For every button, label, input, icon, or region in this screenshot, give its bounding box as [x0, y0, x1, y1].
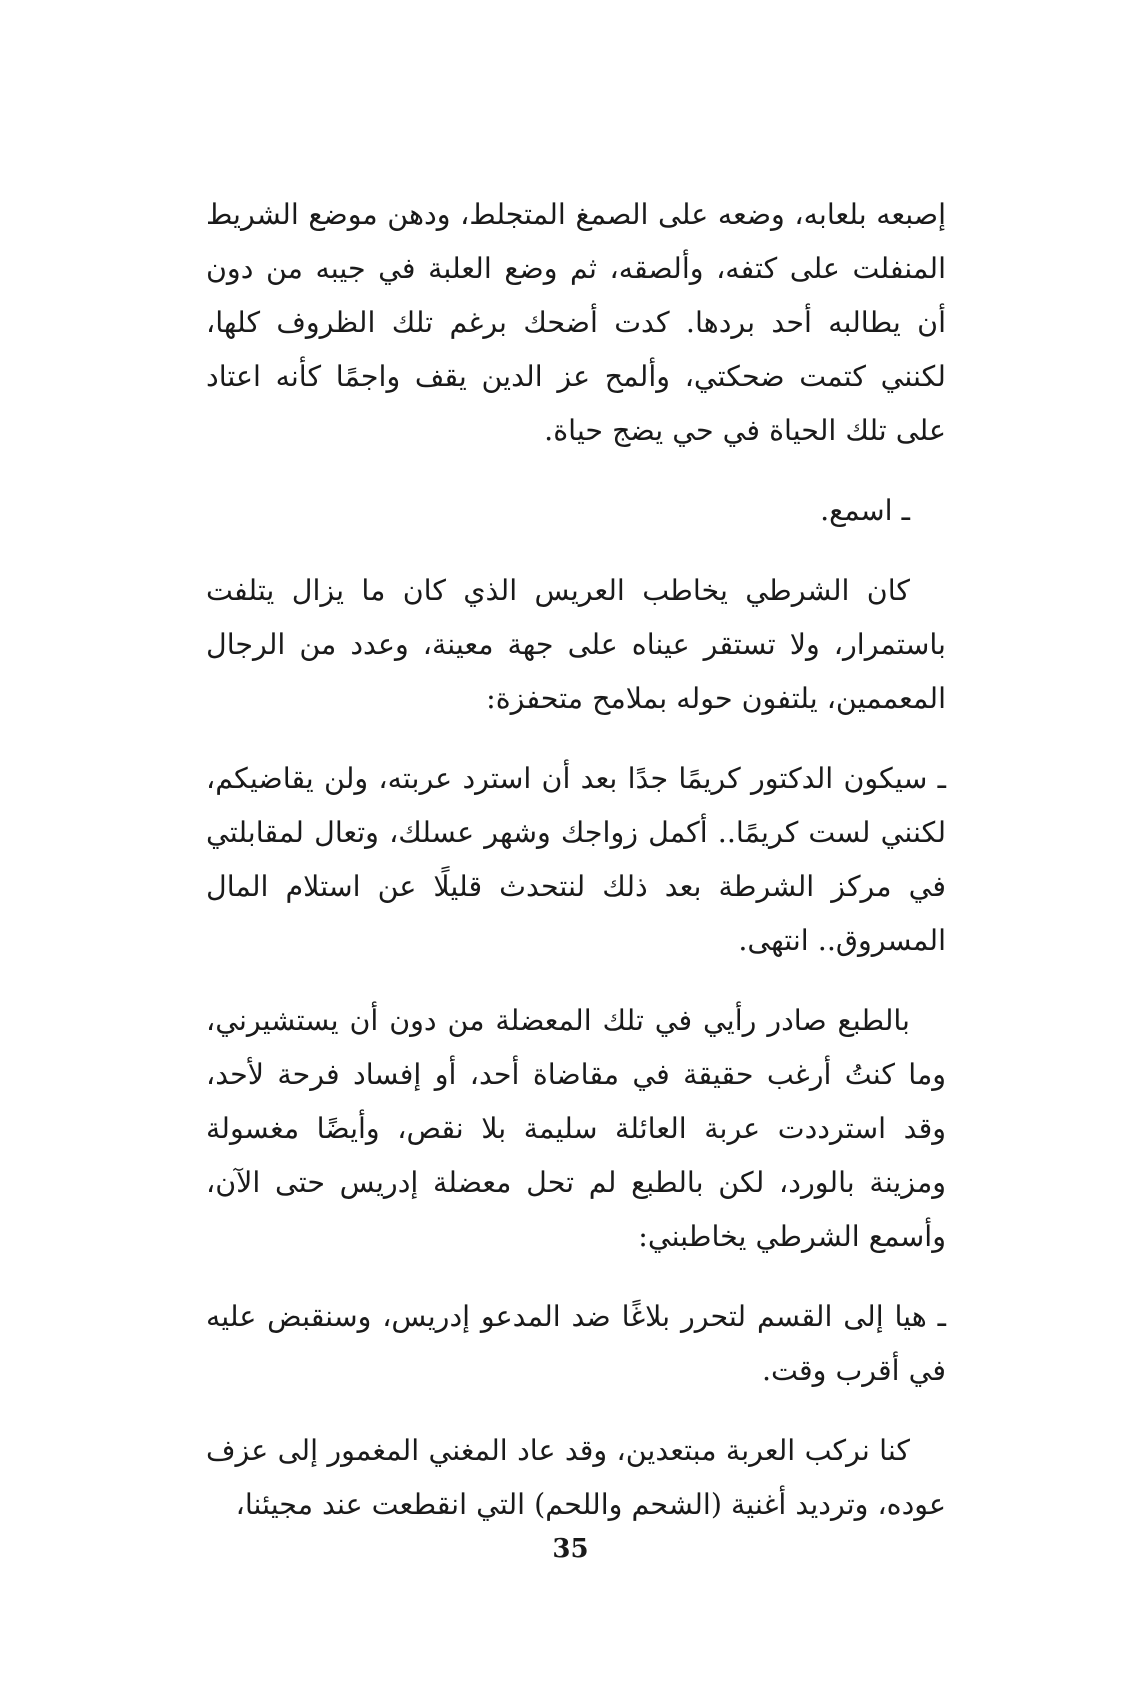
page-number: 35	[552, 1534, 589, 1564]
dialogue-listen: ـ اسمع.	[820, 494, 910, 527]
paragraph-dilemma: بالطبع صادر رأيي في تلك المعضلة من دون أن يستشيرني، وما كنتُ أرغب حقيقة في مقاضاة أحد، أو إفساد فرحة لأحد، وقد استرددت عربة العائلة سليمة بلا نقص، وأيضًا مغسولة ومزينة بالورد، لكن بالطبع لم تحل معضلة إدريس حتى الآن، وأسمع الشرطي يخاطبني:	[206, 1004, 946, 1253]
paragraph-continuation: إصبعه بلعابه، وضعه على الصمغ المتجلط، ودهن موضع الشريط المنفلت على كتفه، وألصقه، ثم وضع العلبة في جيبه من دون أن يطالبه أحد بردها. كدت أضحك برغم تلك الظروف كلها، لكنني كتمت ضحكتي، وألمح عز الدين يقف واجمًا كأنه اعتاد على تلك الحياة في حي يضج حياة.	[206, 198, 946, 447]
paragraph-policeman: كان الشرطي يخاطب العريس الذي كان ما يزال يتلفت باستمرار، ولا تستقر عيناه على جهة معينة، وعدد من الرجال المعممين، يلتفون حوله بملامح متحفزة:	[206, 574, 946, 715]
dialogue-police-station: ـ هيا إلى القسم لتحرر بلاغًا ضد المدعو إدريس، وسنقبض عليه في أقرب وقت.	[206, 1300, 946, 1387]
body-text	[206, 188, 946, 1558]
paragraph-driving-away: كنا نركب العربة مبتعدين، وقد عاد المغني المغمور إلى عزف عوده، وترديد أغنية (الشحم واللحم) التي انقطعت عند مجيئنا،	[206, 1434, 946, 1521]
dialogue-policeman: ـ سيكون الدكتور كريمًا جدًا بعد أن استرد عربته، ولن يقاضيكم، لكنني لست كريمًا.. أكمل زواجك وشهر عسلك، وتعال لمقابلتي في مركز الشرطة بعد ذلك لنتحدث قليلًا عن استلام المال المسروق.. انتهى.	[206, 762, 946, 957]
